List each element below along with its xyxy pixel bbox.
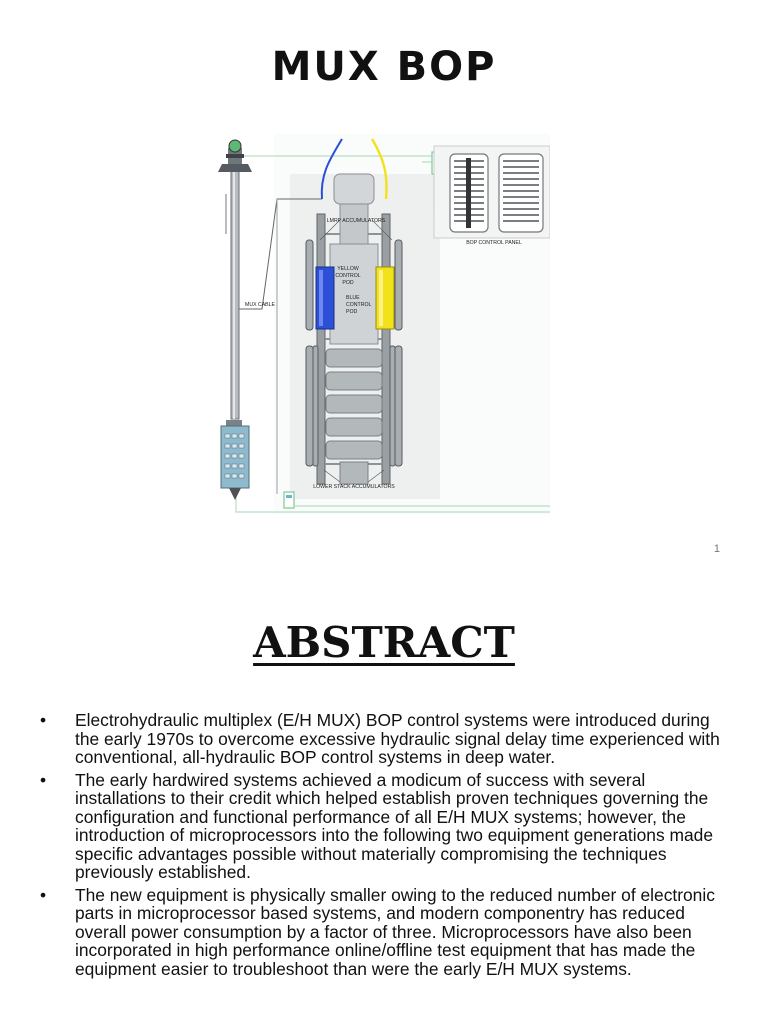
label-bop-control-panel: BOP CONTROL PANEL (466, 240, 522, 246)
label-blue-pod-3: POD (346, 309, 358, 315)
blue-control-pod (316, 267, 334, 329)
abstract-bullet-list (40, 711, 730, 982)
bullet-dot: • (40, 769, 47, 790)
label-mux-cable: MUX CABLE (245, 302, 275, 308)
bullet-text: The new equipment is physically smaller owing to the reduced number of electronic parts in microprocessor based systems, and modern componentry has reduced overall power consumption by a factor of three. Microprocessors have also been incorporated in high performance online/offline test equipment that has made the equipment easier to troubleshoot than were the early E/H MUX systems. (75, 884, 715, 979)
bullet-dot: • (40, 884, 47, 905)
mux-bop-diagram (212, 134, 550, 514)
bullet-item (40, 771, 730, 882)
label-yellow-pod-1: YELLOW (337, 266, 359, 272)
bullet-item (40, 711, 730, 767)
bullet-text: Electrohydraulic multiplex (E/H MUX) BOP control systems were introduced during the early 1970s to overcome excessive hydraulic signal delay time experienced with conventional, all-hydraulic BOP control systems in deep water. (75, 710, 720, 767)
label-yellow-pod-3: POD (342, 280, 354, 286)
label-blue-pod-1: BLUE (346, 295, 360, 301)
subsea-connector-box (284, 492, 294, 508)
slide-title: MUX BOP (271, 44, 497, 90)
abstract-title (0, 618, 768, 667)
bullet-item (40, 886, 730, 979)
abstract-title-text: ABSTRACT (253, 618, 515, 667)
bullet-dot: • (40, 710, 47, 730)
label-lower-stack-accumulators: LOWER STACK ACCUMULATORS (313, 484, 395, 490)
page-number: 1 (713, 543, 720, 555)
label-lmrp-accumulators: LMRP ACCUMULATORS (326, 218, 386, 224)
bullet-text: The early hardwired systems achieved a modicum of success with several installations to their credit which helped establish proven techniques governing the configuration and functional performance of all E/H MUX systems; however, the introduction of microprocessors into the following two equipment generations made specific advantages possible without materially compromising the techniques previously established. (75, 769, 714, 882)
yellow-control-pod (376, 267, 394, 329)
label-blue-pod-2: CONTROL (346, 302, 372, 308)
label-yellow-pod-2: CONTROL (335, 273, 361, 279)
